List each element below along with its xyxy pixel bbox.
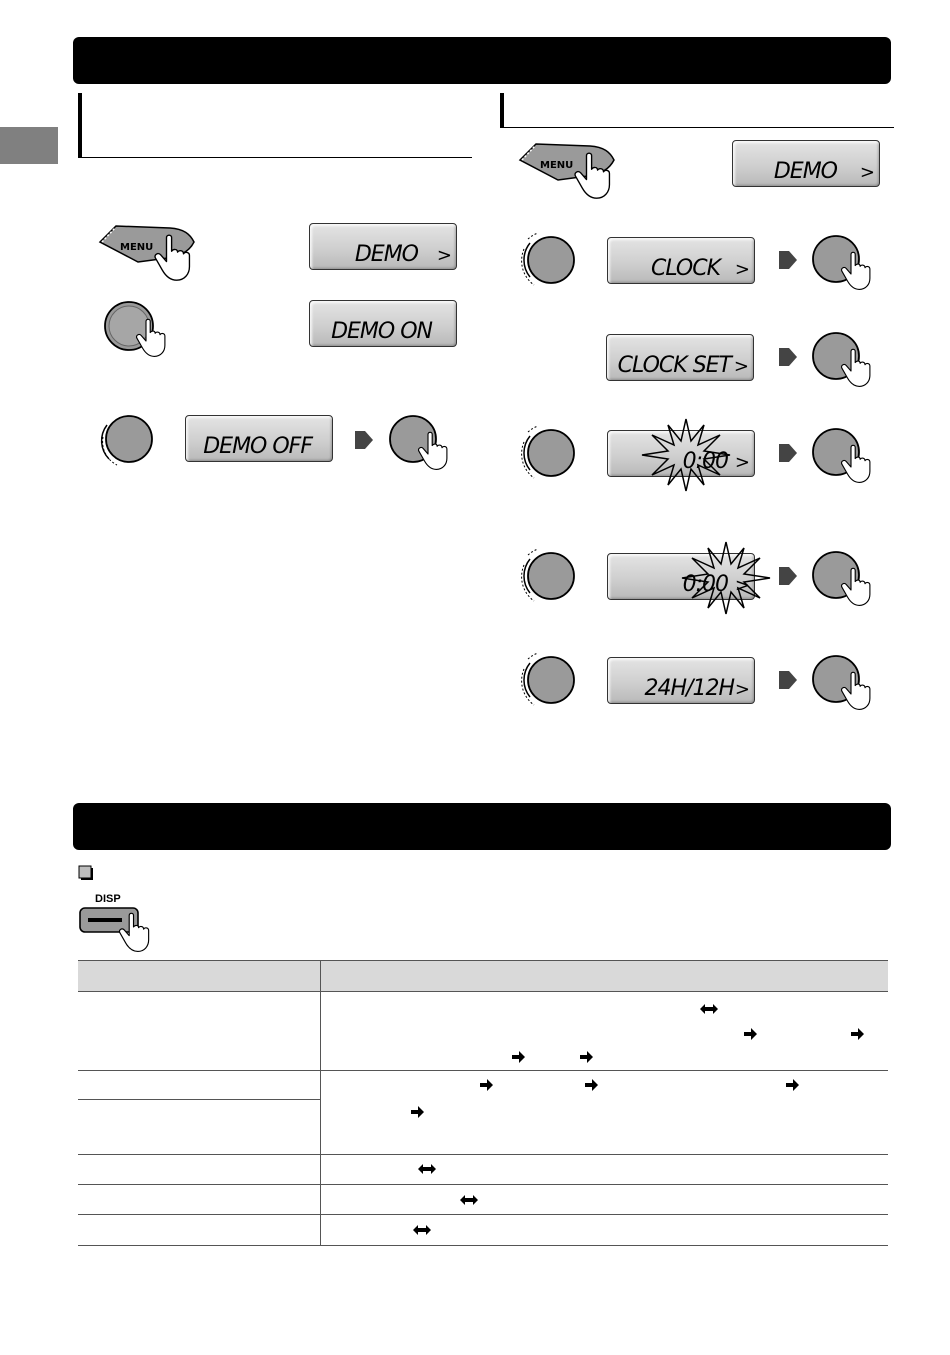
- checkbox-icon: [78, 865, 94, 881]
- right-arrow-icon: [744, 1027, 762, 1039]
- lcd-demo-off: [185, 415, 333, 462]
- next-arrow-icon: [353, 427, 375, 453]
- right-arrow-icon: [580, 1050, 598, 1062]
- lcd-clock-step: [607, 237, 755, 284]
- disp-label: DISP: [95, 893, 121, 905]
- lcd-chevron: >: [734, 679, 750, 700]
- control-dial-press-icon[interactable]: [808, 231, 888, 295]
- lcd-demo-on-text: DEMO ON: [331, 319, 432, 344]
- control-dial-turn-icon[interactable]: [97, 413, 157, 469]
- left-section-header: [78, 93, 472, 158]
- right-arrow-icon: [480, 1078, 498, 1090]
- lcd-demo: [309, 223, 457, 270]
- double-arrow-icon: [413, 1223, 431, 1235]
- next-arrow-icon: [777, 440, 799, 466]
- menu-label: MENU: [120, 242, 154, 253]
- lcd-clock-step: [607, 553, 755, 600]
- next-arrow-icon: [777, 667, 799, 693]
- right-arrow-icon: [786, 1078, 804, 1090]
- control-dial-press-icon[interactable]: [808, 424, 888, 488]
- table-row-line: [78, 1070, 888, 1071]
- control-dial-turn-icon[interactable]: [518, 649, 580, 711]
- control-dial-press-icon[interactable]: [808, 328, 888, 392]
- disp-button-icon[interactable]: [78, 890, 178, 958]
- control-dial-turn-icon[interactable]: [518, 545, 580, 607]
- lcd-demo-text: DEMO: [773, 159, 837, 184]
- lower-banner: [73, 803, 891, 850]
- next-arrow-icon: [777, 563, 799, 589]
- lcd-clock-step-text: 0:00: [682, 572, 728, 597]
- table-row-line: [78, 1154, 888, 1155]
- double-arrow-icon: [418, 1162, 436, 1174]
- menu-button-icon[interactable]: [98, 222, 208, 288]
- control-dial-press-icon[interactable]: [385, 411, 465, 473]
- next-arrow-icon: [777, 344, 799, 370]
- table-column-divider: [320, 960, 321, 1246]
- lcd-chevron: >: [733, 356, 749, 377]
- lcd-demo-on: [309, 300, 457, 347]
- table-row-line: [78, 1099, 320, 1100]
- control-dial-press-icon[interactable]: [97, 300, 177, 360]
- lcd-chevron: >: [734, 259, 750, 280]
- menu-button-icon[interactable]: [518, 140, 628, 206]
- double-arrow-icon: [460, 1193, 478, 1205]
- lcd-clock-step-text: 24H/12H: [644, 676, 734, 701]
- lcd-clock-step-text: CLOCK: [650, 256, 720, 281]
- right-arrow-icon: [512, 1050, 530, 1062]
- table-row-line: [78, 1245, 888, 1246]
- control-dial-press-icon[interactable]: [808, 547, 888, 611]
- control-dial-turn-icon[interactable]: [518, 422, 580, 484]
- table-header-row: [78, 960, 888, 992]
- right-arrow-icon: [851, 1027, 869, 1039]
- lcd-demo-right: [732, 140, 880, 187]
- table-row-line: [78, 1214, 888, 1215]
- right-section-header: [500, 93, 894, 128]
- menu-label: MENU: [540, 160, 574, 171]
- lcd-clock-step-text: 0:00: [682, 449, 728, 474]
- lcd-clock-step-text: CLOCK SET: [617, 353, 731, 378]
- lcd-chevron: >: [734, 575, 750, 596]
- control-dial-turn-icon[interactable]: [518, 229, 580, 291]
- table-row-line: [78, 1184, 888, 1185]
- top-banner: [73, 37, 891, 84]
- lcd-clock-step: [607, 430, 755, 477]
- lcd-clock-step: [607, 657, 755, 704]
- side-tab: [0, 127, 58, 164]
- lcd-demo-text: DEMO: [354, 242, 418, 267]
- lcd-chevron: >: [436, 245, 452, 266]
- lcd-chevron: >: [734, 452, 750, 473]
- double-arrow-icon: [700, 1002, 718, 1014]
- lcd-clock-step: [606, 334, 754, 381]
- next-arrow-icon: [777, 247, 799, 273]
- right-arrow-icon: [585, 1078, 603, 1090]
- lcd-chevron: >: [859, 162, 875, 183]
- lcd-demo-off-text: DEMO OFF: [203, 434, 312, 459]
- right-arrow-icon: [411, 1105, 429, 1117]
- control-dial-press-icon[interactable]: [808, 651, 888, 715]
